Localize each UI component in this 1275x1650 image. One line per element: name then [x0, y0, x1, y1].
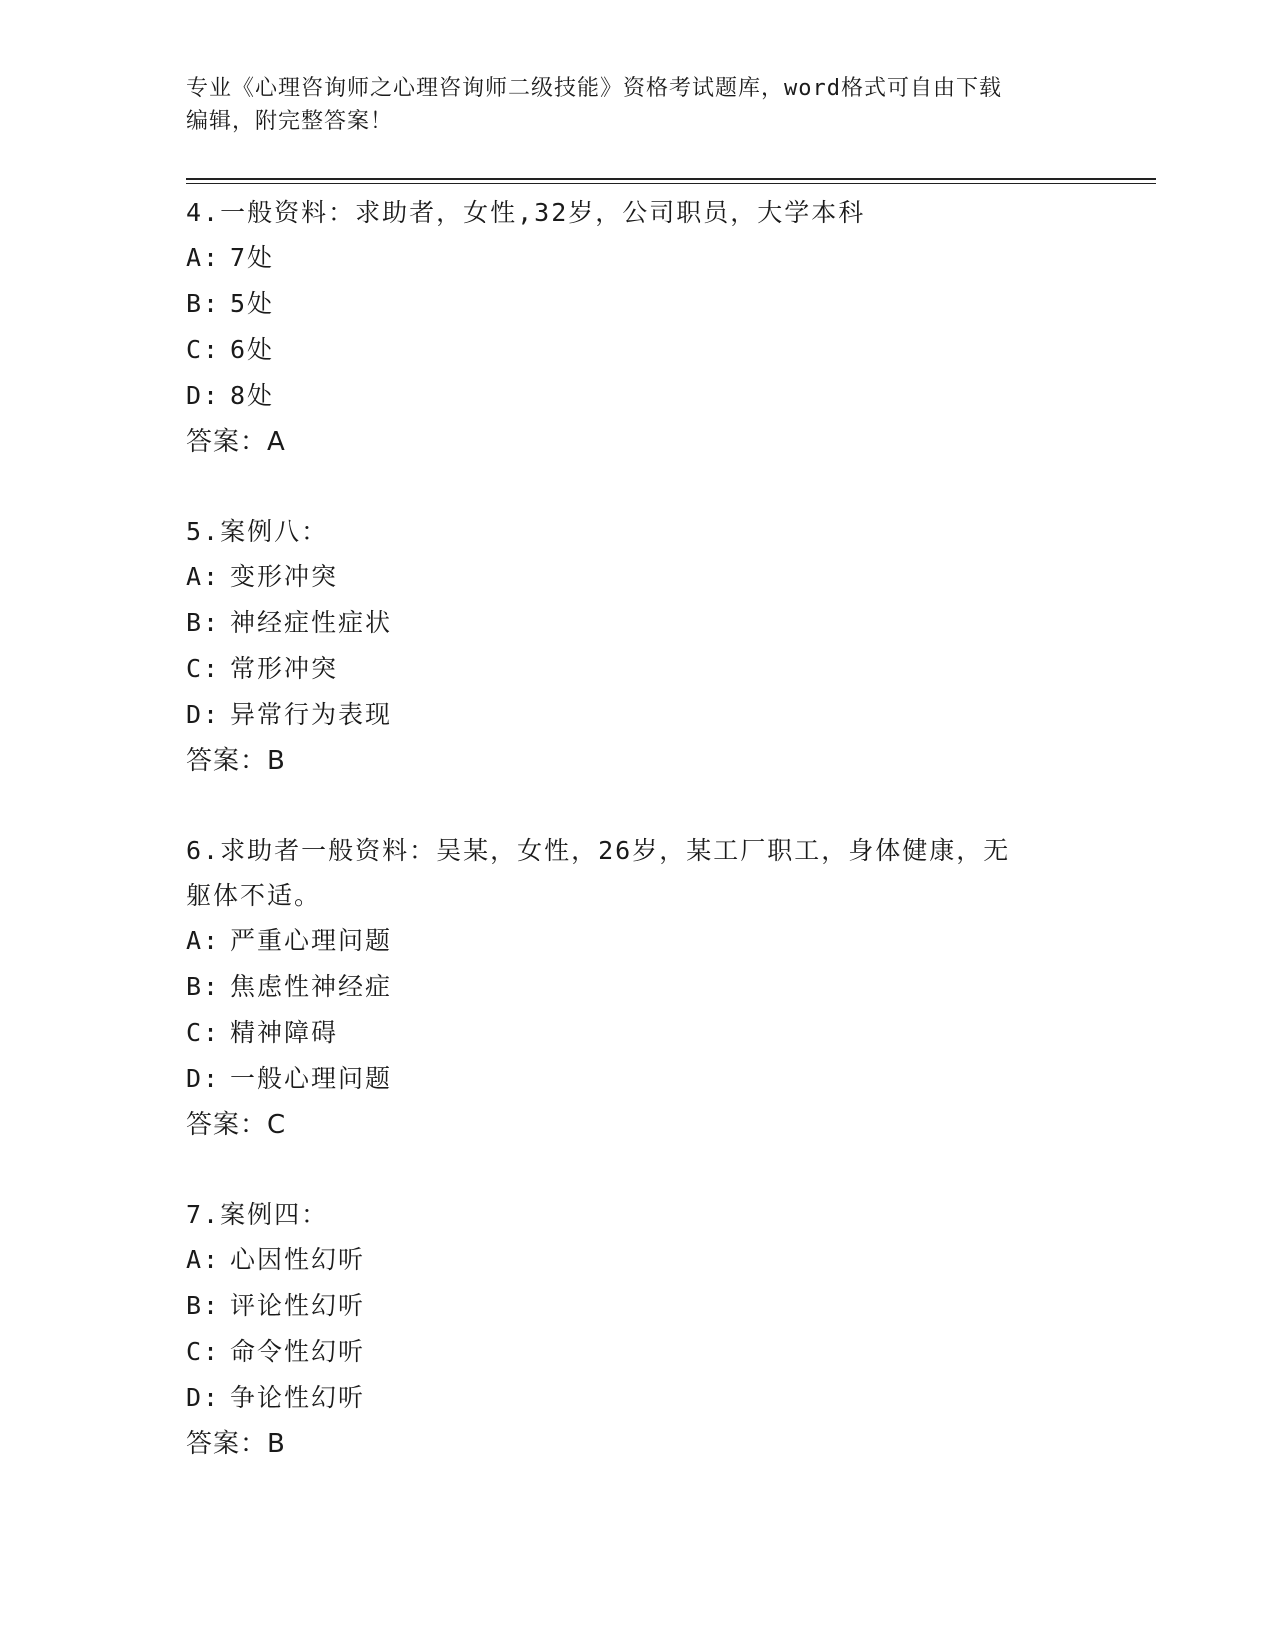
option-d [186, 373, 1086, 419]
option-b [186, 281, 1086, 327]
option-text: 评论性幻听 [230, 1291, 366, 1320]
option-text: 7处 [230, 243, 275, 272]
option-d [186, 1056, 1086, 1102]
option-text: 神经症性症状 [230, 608, 393, 637]
option-text: 变形冲突 [230, 562, 339, 591]
answer-line: 答案：A [186, 427, 286, 457]
option-text: 命令性幻听 [230, 1337, 366, 1366]
option-b [186, 600, 1086, 646]
option-b [186, 1283, 1086, 1329]
option-c [186, 646, 1086, 692]
option-letter: B: [186, 608, 221, 637]
answer-line: 答案：B [186, 1429, 286, 1459]
option-letter: C: [186, 335, 221, 364]
option-a [186, 235, 1086, 281]
question-list [186, 190, 1086, 1511]
option-a [186, 554, 1086, 600]
option-text: 异常行为表现 [230, 700, 393, 729]
option-text: 一般心理问题 [230, 1064, 393, 1093]
option-letter: A: [186, 562, 221, 591]
question-block [186, 190, 1086, 465]
option-text: 焦虑性神经症 [230, 972, 393, 1001]
option-text: 心因性幻听 [230, 1245, 366, 1274]
option-text: 常形冲突 [230, 654, 339, 683]
option-letter: D: [186, 1064, 221, 1093]
option-text: 严重心理问题 [230, 926, 393, 955]
question-block [186, 1192, 1086, 1467]
option-c [186, 1329, 1086, 1375]
header-line-1: 专业《心理咨询师之心理咨询师二级技能》资格考试题库，word格式可自由下载 [186, 76, 1002, 101]
option-a [186, 1237, 1086, 1283]
question-block [186, 828, 1086, 1148]
option-letter: D: [186, 700, 221, 729]
option-a [186, 918, 1086, 964]
question-text: 5.案例八： [186, 517, 329, 546]
option-text: 6处 [230, 335, 275, 364]
option-b [186, 964, 1086, 1010]
option-text: 争论性幻听 [230, 1383, 366, 1412]
option-text: 8处 [230, 381, 275, 410]
header-line-2: 编辑，附完整答案！ [186, 109, 394, 134]
option-letter: D: [186, 381, 221, 410]
option-letter: A: [186, 243, 221, 272]
option-d [186, 692, 1086, 738]
option-text: 精神障碍 [230, 1018, 339, 1047]
option-text: 5处 [230, 289, 275, 318]
option-letter: D: [186, 1383, 221, 1412]
option-letter: C: [186, 1018, 221, 1047]
option-c [186, 1010, 1086, 1056]
answer-line: 答案：B [186, 746, 286, 776]
question-text: 7.案例四： [186, 1200, 329, 1229]
answer-line: 答案：C [186, 1110, 287, 1140]
option-letter: B: [186, 289, 221, 318]
option-letter: A: [186, 926, 221, 955]
option-letter: B: [186, 972, 221, 1001]
option-letter: C: [186, 1337, 221, 1366]
option-letter: B: [186, 1291, 221, 1320]
header-divider-thick [186, 178, 1156, 180]
header-divider-thin [186, 183, 1156, 184]
option-letter: C: [186, 654, 221, 683]
question-block [186, 509, 1086, 784]
option-c [186, 327, 1086, 373]
option-d [186, 1375, 1086, 1421]
question-text: 4.一般资料：求助者，女性,32岁，公司职员，大学本科 [186, 198, 866, 227]
option-letter: A: [186, 1245, 221, 1274]
question-text: 6.求助者一般资料：吴某，女性，26岁，某工厂职工，身体健康，无躯体不适。 [186, 836, 1011, 910]
document-header [186, 72, 1066, 138]
